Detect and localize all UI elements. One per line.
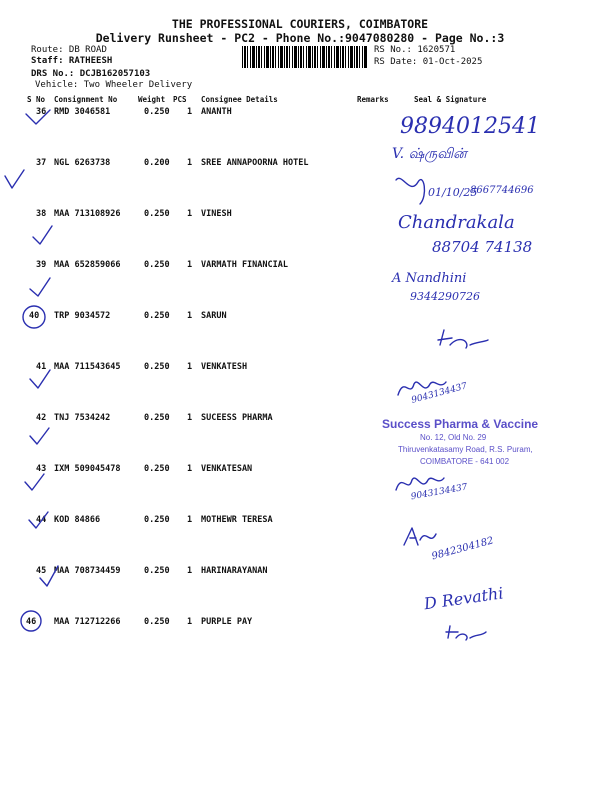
col-weight: Weight <box>138 95 166 104</box>
check-mark-icon <box>5 170 24 188</box>
check-mark-icon <box>40 566 58 586</box>
row-weight: 0.250 <box>144 617 170 627</box>
handwritten-name: V. ஷ்ருவின் <box>392 146 467 162</box>
row-sno: 36 <box>36 107 47 117</box>
row-sno: 43 <box>36 464 47 474</box>
staff-label: Staff: RATHEESH <box>31 56 113 66</box>
row-weight: 0.200 <box>144 158 170 168</box>
row-consignee: SREE ANNAPOORNA HOTEL <box>201 158 309 168</box>
check-mark-icon <box>30 278 50 296</box>
row-weight: 0.250 <box>144 413 170 423</box>
row-sno: 45 <box>36 566 47 576</box>
row-consignee: SARUN <box>201 311 227 321</box>
row-consignee: SUCEESS PHARMA <box>201 413 273 423</box>
row-pcs: 1 <box>187 515 193 525</box>
row-consignment: MAA 652859066 <box>54 260 121 270</box>
check-mark-icon <box>33 226 52 244</box>
rs-date: RS Date: 01-Oct-2025 <box>374 57 483 67</box>
row-weight: 0.250 <box>144 260 170 270</box>
row-sno: 44 <box>36 515 47 525</box>
row-pcs: 1 <box>187 464 193 474</box>
col-consignee: Consignee Details <box>201 95 278 104</box>
drs-label: DRS No.: DCJB162057103 <box>31 69 151 79</box>
row-consignment: MAA 712712266 <box>54 617 121 627</box>
row-consignee: VENKATESAN <box>201 464 253 474</box>
runsheet-subtitle: Delivery Runsheet - PC2 - Phone No.:9047080280 - Page No.:3 <box>95 31 505 45</box>
row-pcs: 1 <box>187 107 193 117</box>
row-pcs: 1 <box>187 413 193 423</box>
row-consignee: PURPLE PAY <box>201 617 253 627</box>
row-weight: 0.250 <box>144 515 170 525</box>
row-consignment: NGL 6263738 <box>54 158 111 168</box>
row-sno: 38 <box>36 209 47 219</box>
row-consignment: MAA 708734459 <box>54 566 121 576</box>
row-consignment: TRP 9034572 <box>54 311 111 321</box>
signature-scribble <box>438 330 488 348</box>
row-pcs: 1 <box>187 209 193 219</box>
row-sno: 40 <box>29 311 40 321</box>
handwritten-date: 01/10/25 <box>428 186 478 199</box>
row-pcs: 1 <box>187 566 193 576</box>
signature-scribble <box>396 178 424 204</box>
row-weight: 0.250 <box>144 464 170 474</box>
col-sno: S No <box>27 95 46 104</box>
rs-number: RS No.: 1620571 <box>374 45 456 55</box>
handwritten-phone: 88704 74138 <box>432 238 533 256</box>
circle-mark-icon <box>21 611 41 631</box>
row-pcs: 1 <box>187 311 193 321</box>
row-weight: 0.250 <box>144 566 170 576</box>
handwritten-name: D Revathi <box>422 583 505 614</box>
row-consignment: RMD 3046581 <box>54 107 111 117</box>
handwritten-phone: 9842304182 <box>430 535 495 563</box>
row-weight: 0.250 <box>144 209 170 219</box>
handwritten-name: Chandrakala <box>398 212 515 233</box>
row-pcs: 1 <box>187 260 193 270</box>
vehicle-label: Vehicle: Two Wheeler Delivery <box>35 80 193 90</box>
check-mark-icon <box>30 370 50 388</box>
row-consignment: MAA 711543645 <box>54 362 121 372</box>
row-consignment: MAA 713108926 <box>54 209 121 219</box>
stamp-line: Thiruvenkatasamy Road, R.S. Puram, <box>398 445 533 454</box>
row-pcs: 1 <box>187 362 193 372</box>
col-pcs: PCS <box>173 95 187 104</box>
row-consignee: ANANTH <box>201 107 232 117</box>
handwritten-phone: 9043134437 <box>410 381 469 406</box>
check-mark-icon <box>26 110 50 124</box>
row-consignee: VARMATH FINANCIAL <box>201 260 288 270</box>
col-seal-signature: Seal & Signature <box>414 95 487 104</box>
check-mark-icon <box>25 474 44 490</box>
company-title: THE PROFESSIONAL COURIERS, COIMBATORE <box>171 17 429 31</box>
row-consignee: VINESH <box>201 209 232 219</box>
signature-scribble <box>404 528 436 545</box>
row-consignment: IXM 509045478 <box>54 464 121 474</box>
handwritten-name: A Nandhini <box>392 271 467 286</box>
row-sno: 41 <box>36 362 47 372</box>
col-consignment: Consignment No <box>54 95 118 104</box>
row-weight: 0.250 <box>144 362 170 372</box>
check-mark-icon <box>30 428 49 444</box>
row-pcs: 1 <box>187 617 193 627</box>
stamp-name: Success Pharma & Vaccine <box>382 417 539 431</box>
route-label: Route: DB ROAD <box>31 45 107 55</box>
row-sno: 37 <box>36 158 47 168</box>
handwritten-phone: 9043134437 <box>410 482 469 503</box>
stamp-line: No. 12, Old No. 29 <box>420 433 487 442</box>
handwritten-phone: 9894012541 <box>400 114 540 139</box>
row-weight: 0.250 <box>144 107 170 117</box>
handwritten-phone: 9344290726 <box>410 290 480 303</box>
row-consignee: MOTHEWR TERESA <box>201 515 273 525</box>
row-sno: 46 <box>26 617 37 627</box>
col-remarks: Remarks <box>357 95 389 104</box>
circle-mark-icon <box>23 306 45 328</box>
row-consignee: HARINARAYANAN <box>201 566 268 576</box>
signature-scribble <box>446 626 486 640</box>
row-sno: 39 <box>36 260 47 270</box>
stamp-line: COIMBATORE - 641 002 <box>420 457 510 466</box>
row-weight: 0.250 <box>144 311 170 321</box>
row-pcs: 1 <box>187 158 193 168</box>
row-consignee: VENKATESH <box>201 362 248 372</box>
check-mark-icon <box>29 512 48 528</box>
row-sno: 42 <box>36 413 47 423</box>
handwritten-phone: 8667744696 <box>470 185 534 196</box>
row-consignment: KOD 84866 <box>54 515 101 525</box>
row-consignment: TNJ 7534242 <box>54 413 111 423</box>
